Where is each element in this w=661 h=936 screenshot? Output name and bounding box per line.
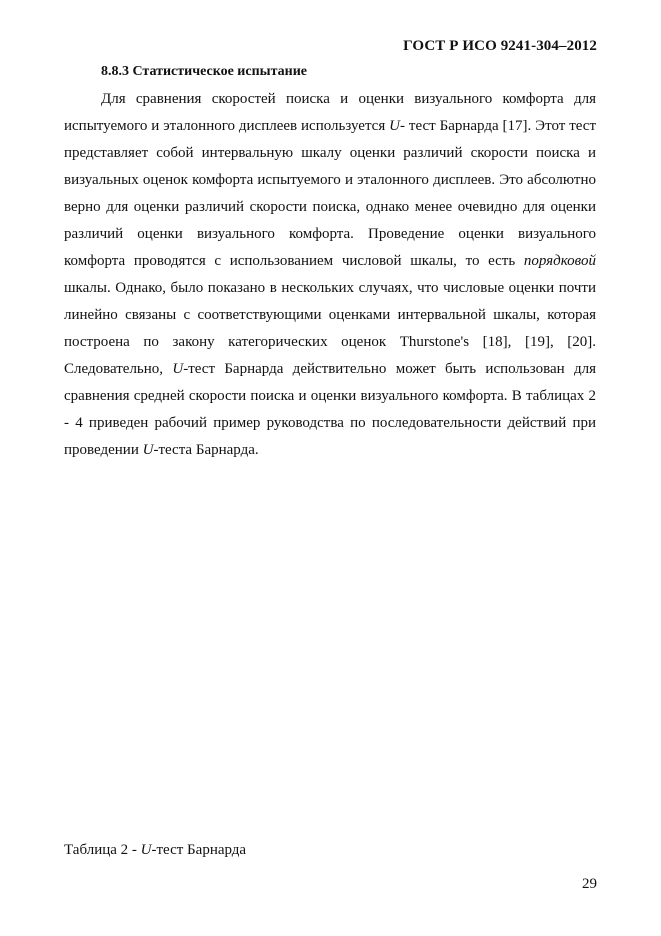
paragraph-text-3: шкалы. Однако, было показано в нескольких случаях, что числовые оценки почти линейно связаны с соответствующими оценками интервальной шкалы, которая построена по закону категорических оценок Thurstone's [18], [19], [20]. Следовательно, <box>64 280 596 377</box>
paragraph-text-2: - тест Барнарда [17]. Этот тест представляет собой интервальную шкалу оценки различий скорости поиска и визуальных оценок комфорта испытуемого и эталонного дисплеев. Это абсолютно верно для оценки различий скорости поиска, однако менее очевидно для оценки различий оценки визуального комфорта. Проведение оценки визуального комфорта проводятся с использованием числовой шкалы, то есть <box>64 118 596 269</box>
u-symbol: U <box>389 118 400 134</box>
paragraph-text-4: -тест Барнарда действительно может быть использован для сравнения средней скорости поиска и оценки визуального комфорта. В таблицах 2 - 4 приведен рабочий пример руководства по последовательности действий при проведении <box>64 361 596 458</box>
table-caption-prefix: Таблица 2 - <box>64 842 141 858</box>
table-caption <box>64 842 246 859</box>
table-caption-suffix: -тест Барнарда <box>151 842 247 858</box>
body-paragraph <box>64 86 596 464</box>
u-symbol: U <box>172 361 184 377</box>
section-heading: 8.8.3 Статистическое испытание <box>101 64 307 79</box>
document-standard-id: ГОСТ Р ИСО 9241-304–2012 <box>403 38 597 54</box>
page-number: 29 <box>582 876 597 892</box>
paragraph-text-1: Для сравнения скоростей поиска и оценки визуального комфорта для испытуемого и эталонного дисплеев используется <box>64 91 596 134</box>
u-symbol: U <box>142 442 154 458</box>
ordinal-term: порядковой <box>523 253 596 269</box>
u-symbol: U <box>140 842 152 858</box>
paragraph-text-5: -теста Барнарда. <box>153 442 259 458</box>
